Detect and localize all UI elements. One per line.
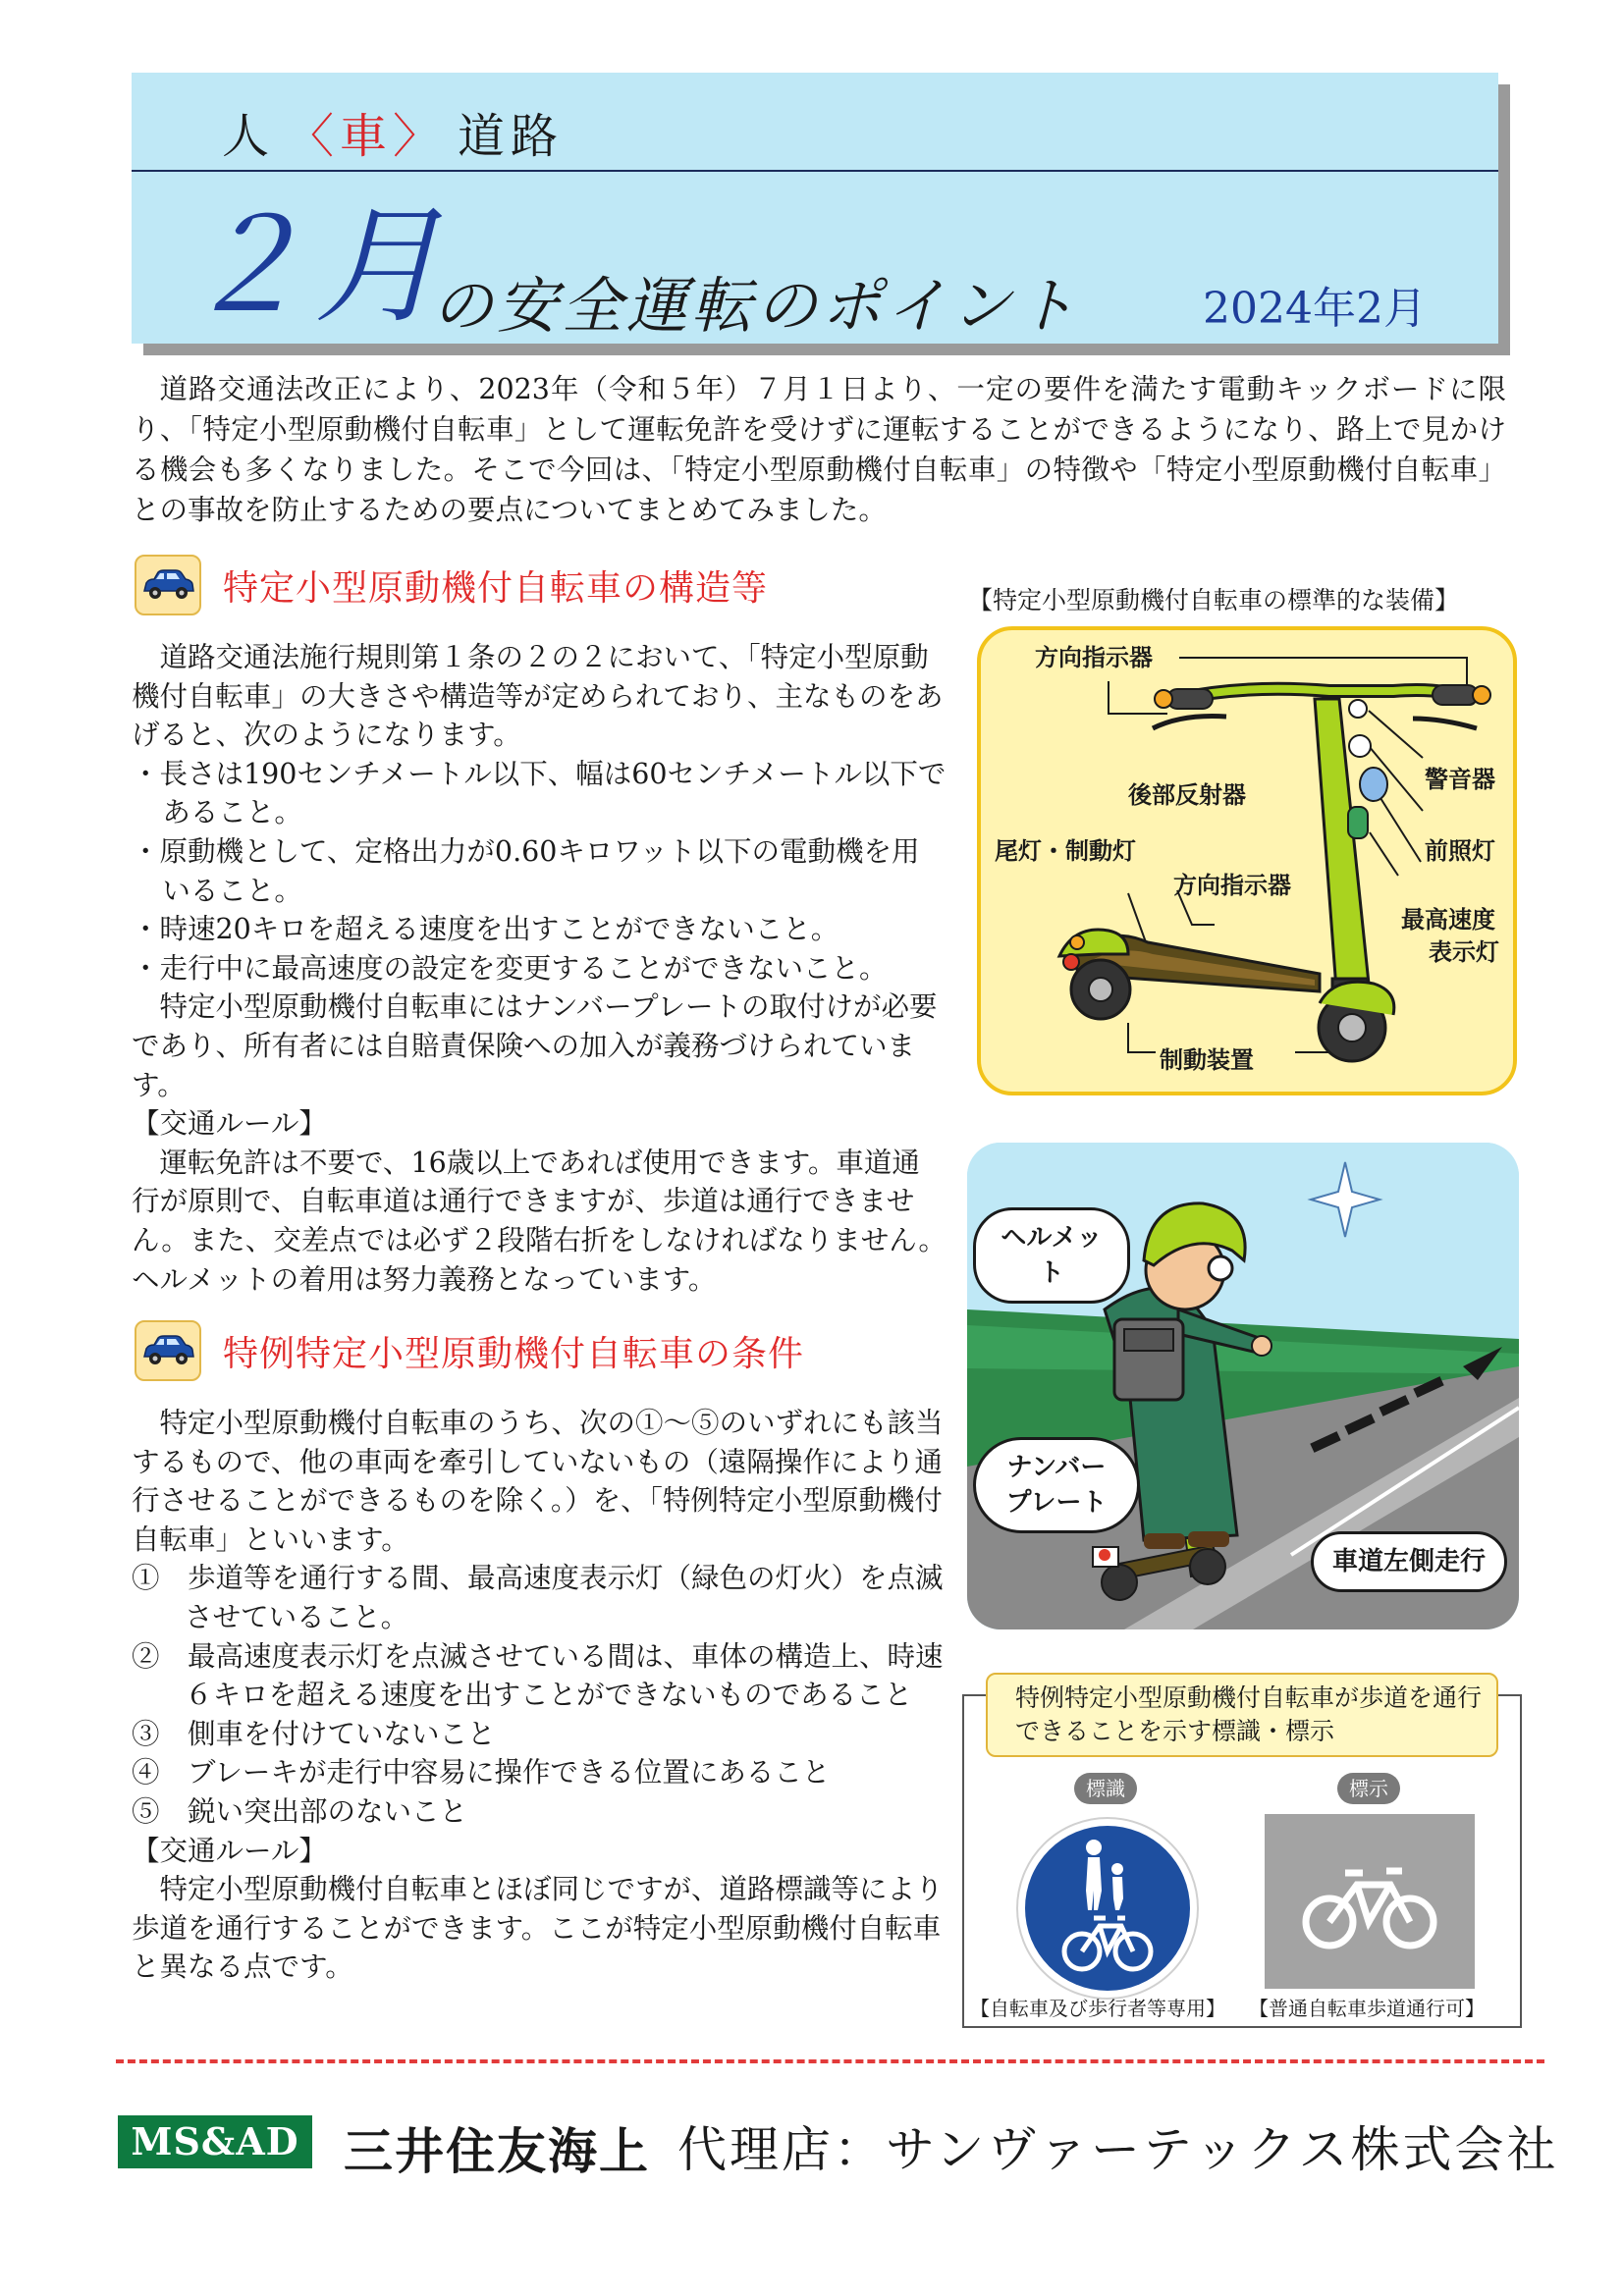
label-speed-lamp-1: 最高速度 <box>1401 906 1495 934</box>
section1-lead: 道路交通法施行規則第１条の２の２において、「特定小型原動機付自転車」の大きさや構造等が定められており、主なものをあげると、次のようになります。 <box>132 641 944 752</box>
kicker-right: 道路 <box>458 109 565 164</box>
label-turn-signal-front: 方向指示器 <box>1035 644 1153 671</box>
sign-panel-title: 特例特定小型原動機付自転車が歩道を通行できることを示す標識・標示 <box>986 1673 1498 1757</box>
condition-item: ⑤ 鋭い突出部のないこと <box>132 1794 468 1828</box>
section1-plate-text: 特定小型原動機付自転車にはナンバープレートの取付けが必要であり、所有者には自賠責保険への加入が義務づけられています。 <box>132 990 938 1101</box>
condition-item: ② 最高速度表示灯を点滅させている間は、車体の構造上、時速６キロを超える速度を出すことができないものであること <box>132 1639 944 1712</box>
label-brake: 制動装置 <box>1160 1046 1254 1074</box>
section2-rules-text: 特定小型原動機付自転車とほぼ同じですが、道路標識等により歩道を通行することができます。ここが特定小型原動機付自転車と異なる点です。 <box>132 1873 944 1984</box>
tag-marking: 標示 <box>1337 1773 1400 1804</box>
label-horn: 警音器 <box>1425 766 1495 793</box>
section1-bullet: ・時速20キロを超える速度を出すことができないこと。 <box>132 913 839 946</box>
banner-divider <box>132 170 1498 172</box>
bubble-number-plate <box>973 1437 1140 1533</box>
condition-item: ③ 側車を付けていないこと <box>132 1717 496 1750</box>
agency-name: 代理店：サンヴァーテックス株式会社 <box>677 2121 1559 2178</box>
section1-bullet: ・走行中に最高速度の設定を変更することができないこと。 <box>132 951 888 985</box>
month-heading: ２月 <box>181 191 449 341</box>
bicycle-pedestrian-sign-icon <box>1011 1812 1204 2004</box>
bubble-helmet: ヘルメット <box>973 1207 1130 1304</box>
section2-heading <box>135 1320 804 1381</box>
intro-paragraph: 道路交通法改正により、2023年（令和５年）７月１日より、一定の要件を満たす電動キックボードに限り、「特定小型原動機付自転車」として運転免許を受けずに運転することができるようになり、路上で見かける機会も多くなりました。そこで今回は、「特定小型原動機付自転車」の特徴や「特定小型原動機付自転車」との事故を防止するための要点についてまとめてみました。 <box>132 373 1506 526</box>
page-title: の安全運転のポイント <box>432 270 1081 342</box>
label-tail-brake-light: 尾灯・制動灯 <box>995 837 1136 865</box>
kicker-left: 人 <box>222 109 276 164</box>
bubble-keep-left: 車道左側走行 <box>1311 1531 1507 1592</box>
section1-rules-text: 運転免許は不要で、16歳以上であれば使用できます。車道通行が原則で、自転車道は通行できますが、歩道は通行できません。また、交差点では必ず２段階右折をしなければなりません。ヘルメットの着用は努力義務となっています。 <box>132 1146 947 1296</box>
label-rear-reflector: 後部反射器 <box>1128 781 1246 809</box>
rider-scene-illustration <box>967 1143 1519 1629</box>
marking-caption: 【普通自転車歩道通行可】 <box>1249 1997 1485 2020</box>
diagram-caption: 【特定小型原動機付自転車の標準的な装備】 <box>968 586 1460 614</box>
label-headlight: 前照灯 <box>1425 837 1495 865</box>
section1-heading <box>135 555 768 615</box>
section1-bullet: ・長さは190センチメートル以下、幅は60センチメートル以下であること。 <box>132 757 947 829</box>
section2-rules-heading: 【交通ルール】 <box>132 1834 327 1867</box>
sign-caption: 【自転車及び歩行者等専用】 <box>970 1997 1225 2020</box>
label-speed-lamp-2: 表示灯 <box>1429 938 1499 966</box>
section1-title: 特定小型原動機付自転車の構造等 <box>223 567 769 609</box>
section2-title: 特例特定小型原動機付自転車の条件 <box>223 1333 805 1374</box>
section1-rules-heading: 【交通ルール】 <box>132 1107 327 1141</box>
section2-body <box>132 1404 947 1987</box>
condition-item: ④ ブレーキが走行中容易に操作できる位置にあること <box>132 1756 831 1789</box>
issue-date: 2024年2月 <box>1203 284 1427 334</box>
insurer-name: 三井住友海上 <box>344 2123 650 2180</box>
section1-bullet: ・原動機として、定格出力が0.60キロワット以下の電動機を用いること。 <box>132 834 920 907</box>
condition-item: ① 歩道等を通行する間、最高速度表示灯（緑色の灯火）を点滅させていること。 <box>132 1562 944 1633</box>
car-icon <box>135 555 201 615</box>
label-turn-signal-rear: 方向指示器 <box>1173 872 1291 899</box>
bubble-plate-line1: ナンバー <box>1006 1453 1107 1482</box>
bicycle-sidewalk-marking-icon <box>1265 1814 1475 1989</box>
section2-lead: 特定小型原動機付自転車のうち、次の①～⑤のいずれにも該当するもので、他の車両を牽引していないもの（遠隔操作により通行させることができるものを除く。）を、「特例特定小型原動機付自転車」といいます。 <box>132 1407 944 1556</box>
kicker-text <box>222 98 564 166</box>
tag-sign: 標識 <box>1074 1773 1137 1804</box>
msad-logo: MS&AD <box>118 2115 312 2168</box>
scooter-equipment-diagram <box>977 626 1517 1095</box>
kicker-mid: 〈車〉 <box>287 109 447 164</box>
car-icon <box>135 1320 201 1381</box>
bubble-plate-line2: プレート <box>1005 1488 1108 1518</box>
footer-dashed-divider <box>116 2059 1544 2063</box>
section1-body <box>132 638 947 1299</box>
